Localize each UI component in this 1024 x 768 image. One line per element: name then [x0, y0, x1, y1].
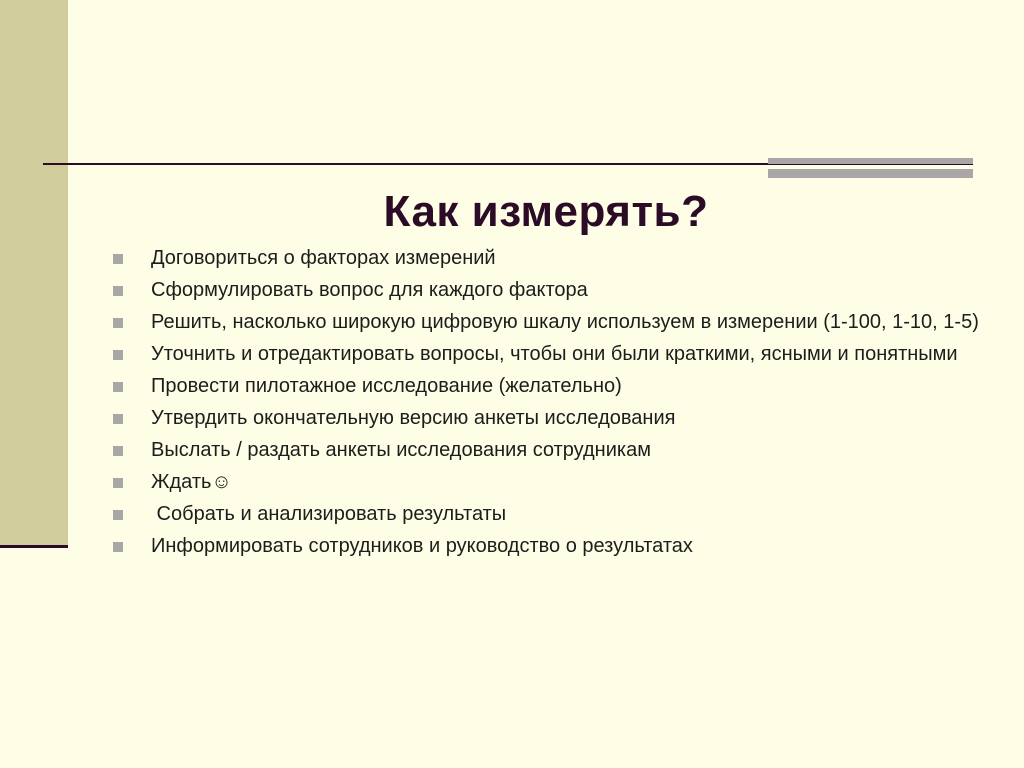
square-bullet-icon: [113, 510, 123, 520]
square-bullet-icon: [113, 446, 123, 456]
bullet-text: Договориться о факторах измерений: [151, 247, 496, 269]
bullet-item: [113, 374, 993, 398]
bullet-item: [113, 310, 993, 334]
left-band-underline: [0, 545, 68, 548]
bullet-text: Уточнить и отредактировать вопросы, чтобы они были краткими, ясными и понятными: [151, 343, 958, 365]
bullet-text: Выслать / раздать анкеты исследования сотрудникам: [151, 439, 651, 461]
slide-title: Как измерять?: [383, 187, 709, 236]
bullet-text: Информировать сотрудников и руководство о результатах: [151, 535, 693, 557]
bullet-item: [113, 278, 993, 302]
bullet-text: Сформулировать вопрос для каждого фактора: [151, 279, 588, 301]
square-bullet-icon: [113, 254, 123, 264]
bullet-list: [113, 246, 993, 566]
accent-bars: [768, 158, 973, 180]
bullet-item: [113, 438, 993, 462]
square-bullet-icon: [113, 286, 123, 296]
bullet-text: Собрать и анализировать результаты: [151, 503, 507, 525]
square-bullet-icon: [113, 542, 123, 552]
square-bullet-icon: [113, 318, 123, 328]
bullet-item: [113, 502, 993, 526]
square-bullet-icon: [113, 414, 123, 424]
bullet-item: [113, 470, 993, 494]
bullet-text: Провести пилотажное исследование (желательно): [151, 375, 622, 397]
square-bullet-icon: [113, 382, 123, 392]
bullet-text: Ждать☺: [151, 471, 232, 493]
bullet-item: [113, 534, 993, 558]
square-bullet-icon: [113, 350, 123, 360]
bullet-item: [113, 342, 993, 366]
left-decorative-band: [0, 0, 68, 546]
accent-bar-bottom: [768, 169, 973, 178]
square-bullet-icon: [113, 478, 123, 488]
bullet-item: [113, 246, 993, 270]
accent-bar-top: [768, 158, 973, 164]
bullet-item: [113, 406, 993, 430]
bullet-text: Утвердить окончательную версию анкеты исследования: [151, 407, 676, 429]
bullet-text: Решить, насколько широкую цифровую шкалу используем в измерении (1-100, 1-10, 1-5): [151, 311, 979, 333]
